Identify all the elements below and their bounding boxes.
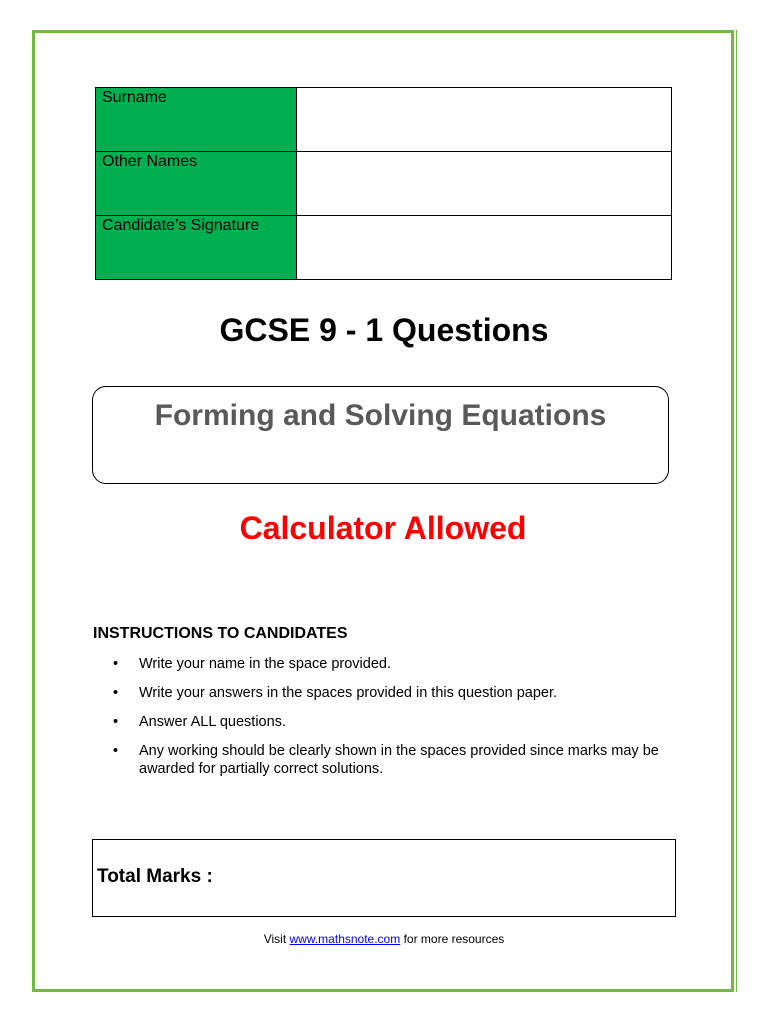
signature-field[interactable] xyxy=(297,216,672,280)
instruction-item xyxy=(93,684,693,702)
instruction-item xyxy=(93,713,693,731)
footer-link[interactable]: www.mathsnote.com xyxy=(289,932,401,946)
calculator-note: Calculator Allowed xyxy=(239,510,527,546)
bullet-icon: • xyxy=(113,685,119,701)
candidate-row-signature xyxy=(96,216,672,280)
instructions-heading: INSTRUCTIONS TO CANDIDATES xyxy=(93,625,348,642)
footer-prefix: Visit xyxy=(263,932,290,946)
other-names-label: Other Names xyxy=(96,152,297,216)
topic-title: Forming and Solving Equations xyxy=(154,399,607,432)
instruction-text: Write your name in the space provided. xyxy=(139,656,392,672)
surname-field[interactable] xyxy=(297,88,672,152)
instruction-text: Answer ALL questions. xyxy=(139,714,286,730)
instruction-item xyxy=(93,655,693,673)
total-marks-label: Total Marks : xyxy=(97,866,213,887)
total-marks-box xyxy=(92,839,676,917)
page-title: GCSE 9 - 1 Questions xyxy=(219,312,549,348)
candidate-row-other-names xyxy=(96,152,672,216)
candidate-row-surname xyxy=(96,88,672,152)
topic-box xyxy=(92,386,669,484)
bullet-icon: • xyxy=(113,743,119,759)
other-names-field[interactable] xyxy=(297,152,672,216)
footer xyxy=(0,932,768,946)
instructions-list xyxy=(93,655,693,789)
footer-suffix: for more resources xyxy=(400,932,505,946)
instruction-text: Any working should be clearly shown in the spaces provided since marks may be awarded for partially correct solutions. xyxy=(139,743,659,777)
surname-label: Surname xyxy=(96,88,297,152)
instruction-text: Write your answers in the spaces provided in this question paper. xyxy=(139,685,558,701)
bullet-icon: • xyxy=(113,656,119,672)
instruction-item xyxy=(93,742,693,778)
bullet-icon: • xyxy=(113,714,119,730)
candidate-details-table xyxy=(95,87,672,280)
signature-label: Candidate’s Signature xyxy=(96,216,297,280)
